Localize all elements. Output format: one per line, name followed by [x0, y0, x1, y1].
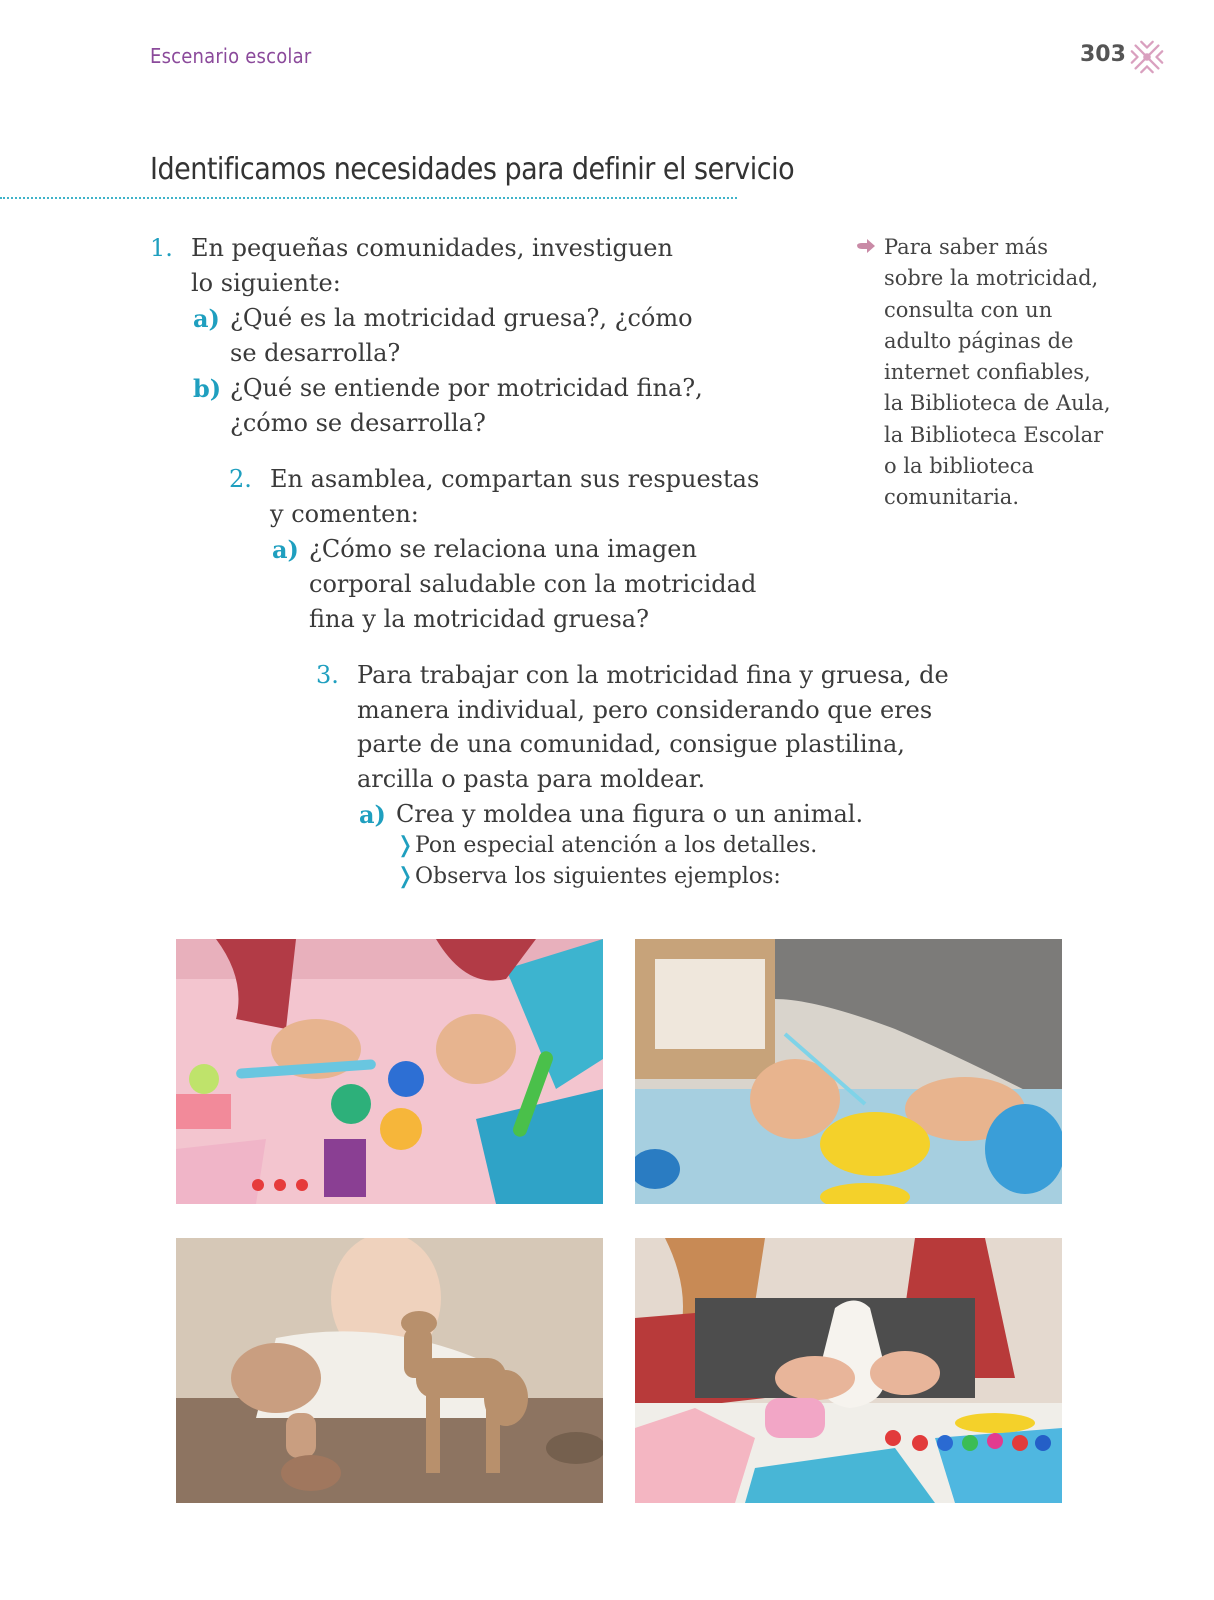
q2-text-line2: y comenten: — [270, 500, 419, 528]
photo-yellow-clay-carving — [635, 939, 1062, 1204]
page-title: Identificamos necesidades para definir el servicio — [150, 152, 795, 187]
photo-playdough-pink-table — [176, 939, 603, 1204]
sidebar-line: comunitaria. — [884, 485, 1019, 510]
page-number: 303 — [1080, 42, 1126, 67]
q3-text-line3: parte de una comunidad, consigue plastilina, — [357, 730, 905, 758]
q3-bullet-2: Observa los siguientes ejemplos: — [415, 864, 781, 889]
sidebar-line: internet confiables, — [884, 360, 1091, 385]
sidebar-line: la Biblioteca Escolar — [884, 422, 1104, 447]
q1-a-line2: se desarrolla? — [230, 339, 401, 367]
q1-b-line1: ¿Qué se entiende por motricidad fina?, — [230, 374, 703, 402]
q1-text-line1: En pequeñas comunidades, investiguen — [191, 234, 673, 262]
photo-clay-animal — [176, 1238, 603, 1503]
decorative-star-icon — [1128, 38, 1166, 76]
q3-a-text: Crea y moldea una figura o un animal. — [396, 800, 864, 828]
q1-a-label: a) — [193, 304, 220, 333]
q1-b-line2: ¿cómo se desarrolla? — [230, 409, 486, 437]
q3-text-line4: arcilla o pasta para moldear. — [357, 765, 706, 793]
sidebar-line: consulta con un — [884, 297, 1053, 322]
q2-a-line1: ¿Cómo se relaciona una imagen — [309, 535, 697, 563]
q2-a-line2: corporal saludable con la motricidad — [309, 570, 757, 598]
q3-text-line2: manera individual, pero considerando que eres — [357, 696, 933, 724]
sidebar-line: sobre la motricidad, — [884, 266, 1099, 291]
sidebar-line: la Biblioteca de Aula, — [884, 391, 1111, 416]
q1-text-line2: lo siguiente: — [191, 269, 341, 297]
q2-number: 2. — [229, 465, 252, 493]
sidebar-note — [884, 232, 1144, 514]
sidebar-line: o la biblioteca — [884, 454, 1035, 479]
q1-number — [150, 231, 173, 266]
q2-a-label: a) — [272, 535, 299, 564]
section-label: Escenario escolar — [150, 44, 312, 68]
q2-text-line1: En asamblea, compartan sus respuestas — [270, 465, 760, 493]
arrow-right-icon — [856, 238, 876, 254]
chevron-right-icon: ❭ — [396, 833, 415, 858]
photo-white-clay-sculpting — [635, 1238, 1062, 1503]
q1-a-line1: ¿Qué es la motricidad gruesa?, ¿cómo — [230, 304, 693, 332]
sidebar-line: Para saber más — [884, 235, 1049, 259]
sidebar-line: adulto páginas de — [884, 328, 1074, 353]
q3-a-label: a) — [359, 800, 386, 829]
q3-number: 3. — [316, 661, 339, 689]
q1-b-label: b) — [193, 374, 222, 403]
q1-number-text: 1. — [150, 234, 173, 262]
chevron-right-icon: ❭ — [396, 864, 415, 889]
q2-a-line3: fina y la motricidad gruesa? — [309, 605, 649, 633]
q3-bullet-1: Pon especial atención a los detalles. — [415, 833, 818, 858]
q3-text-line1: Para trabajar con la motricidad fina y gruesa, de — [357, 661, 949, 689]
title-divider — [0, 197, 737, 199]
